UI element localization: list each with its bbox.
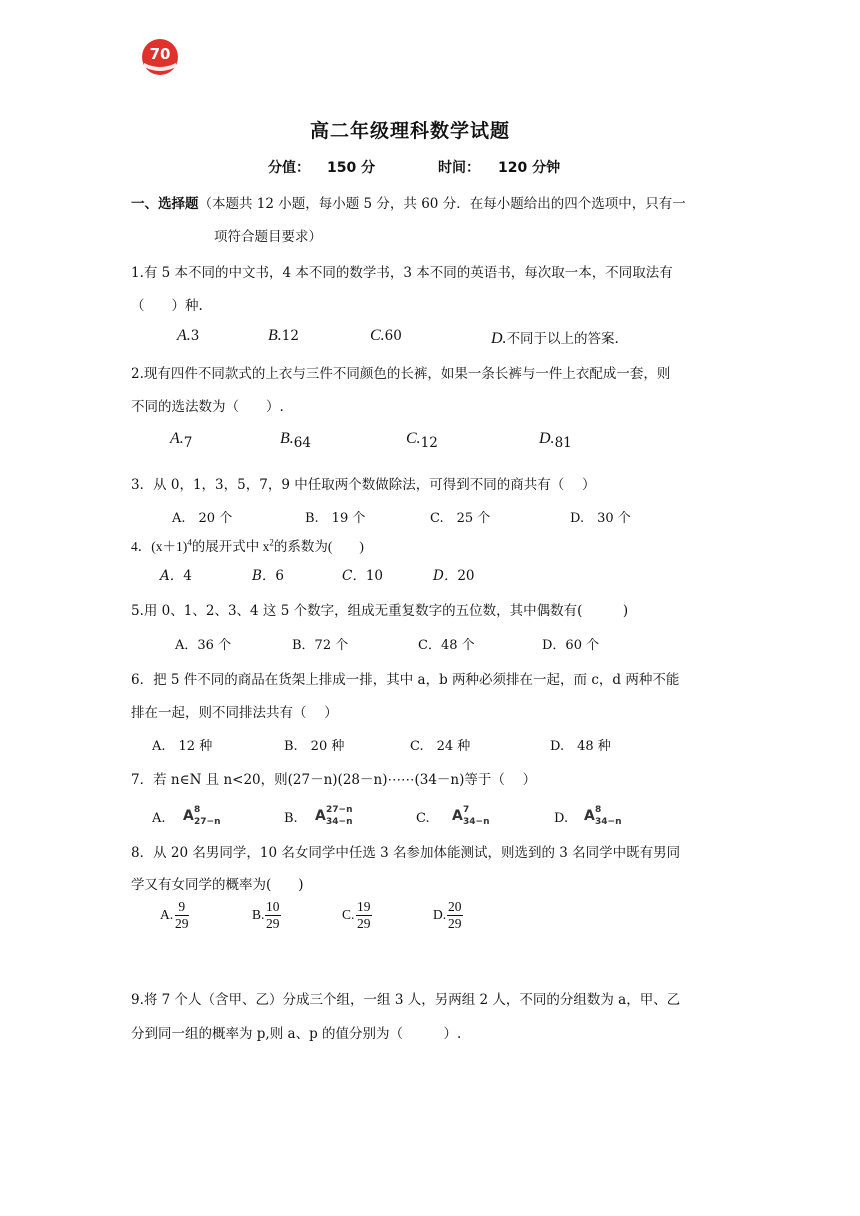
section-heading-line1 bbox=[131, 192, 686, 212]
q5-option-a: A．36 个 bbox=[175, 638, 232, 653]
section-instructions-line2: 项符合题目要求） bbox=[214, 229, 322, 245]
q1-option-c: C.60 bbox=[370, 327, 402, 344]
q2-stem-line1: 2.现有四件不同款式的上衣与三件不同颜色的长裤，如果一条长裤与一件上衣配成一套，则 bbox=[131, 366, 671, 382]
q7-option-a-formula: A 8 27−n bbox=[183, 805, 221, 827]
q2-option-b: B.64 bbox=[280, 430, 311, 451]
q8-stem-line2: 学又有女同学的概率为( ) bbox=[131, 877, 304, 893]
q1-stem-line2: （ ）种. bbox=[131, 298, 203, 314]
q3-stem: 3．从 0，1，3，5，7，9 中任取两个数做除法，可得到不同的商共有（ ） bbox=[131, 477, 596, 493]
page-title: 高二年级理科数学试题 bbox=[309, 120, 510, 142]
q2-stem-line2: 不同的选法数为（ ）. bbox=[131, 399, 284, 415]
q5-option-b: B．72 个 bbox=[292, 638, 349, 653]
q2-option-d: D.81 bbox=[539, 430, 572, 451]
q7-option-b-letter: B. bbox=[284, 811, 298, 826]
q3-option-c: C. 25 个 bbox=[430, 511, 491, 526]
q2-option-a: A.7 bbox=[170, 430, 193, 451]
q9-stem-line2: 分到同一组的概率为 p,则 a、p 的值分别为（ ）. bbox=[131, 1026, 462, 1042]
q4-option-a: A．4 bbox=[160, 568, 192, 584]
q6-option-a: A. 12 种 bbox=[152, 739, 213, 754]
q5-option-c: C．48 个 bbox=[418, 638, 475, 653]
q6-stem-line1: 6．把 5 件不同的商品在货架上排成一排，其中 a，b 两种必须排在一起，而 c，d 两种不能 bbox=[131, 672, 680, 688]
school-logo bbox=[140, 37, 180, 77]
q7-option-c-letter: C. bbox=[416, 811, 430, 826]
q8-stem-line1: 8．从 20 名男同学，10 名女同学中任选 3 名参加体能测试，则选到的 3 名同学中既有男同 bbox=[131, 845, 681, 861]
time-label: 时间： bbox=[438, 160, 480, 176]
q8-option-a-letter: A. bbox=[160, 907, 174, 922]
q3-option-b: B. 19 个 bbox=[305, 511, 366, 526]
q7-option-d-formula: A 8 34−n bbox=[584, 805, 622, 827]
q3-option-a: A. 20 个 bbox=[172, 511, 233, 526]
q4-option-c: C．10 bbox=[342, 568, 384, 584]
q7-stem: 7．若 n∈N 且 n<20，则(27－n)(28－n)⋯⋯(34－n)等于（ ） bbox=[131, 772, 537, 788]
q2-option-c: C.12 bbox=[406, 430, 438, 451]
q7-option-a-letter: A. bbox=[152, 811, 166, 826]
q8-option-c-fraction: $\frac{19}{29}$ bbox=[357, 899, 371, 931]
q4-stem: 4．$(x+1)^4$的展开式中 $x^2$的系数为( ) bbox=[131, 537, 364, 554]
q8-option-b-fraction: $\frac{10}{29}$ bbox=[266, 899, 280, 931]
q7-option-b-formula: A 27−n 34−n bbox=[315, 805, 353, 827]
q1-option-b: B.12 bbox=[268, 327, 299, 344]
q1-stem-line1: 1.有 5 本不同的中文书，4 本不同的数学书，3 本不同的英语书，每次取一本，不同取法有 bbox=[131, 265, 673, 281]
q5-stem: 5.用 0、1、2、3、4 这 5 个数字，组成无重复数字的五位数，其中偶数有( ) bbox=[131, 603, 629, 619]
q6-stem-line2: 排在一起，则不同排法共有（ ） bbox=[131, 705, 338, 721]
section-instructions: （本题共 12 小题，每小题 5 分，共 60 分．在每小题给出的四个选项中，只有一 bbox=[198, 196, 686, 212]
logo-text: 70 bbox=[149, 45, 171, 63]
score-value: 150 分 bbox=[327, 160, 376, 176]
q1-option-a: A.3 bbox=[177, 327, 200, 344]
q8-option-c-letter: C. bbox=[342, 907, 355, 922]
time-value: 120 分钟 bbox=[498, 160, 561, 176]
q6-option-c: C. 24 种 bbox=[410, 739, 471, 754]
q7-option-c-formula: A 7 34−n bbox=[452, 805, 490, 827]
q5-option-d: D．60 个 bbox=[542, 638, 600, 653]
score-label: 分值： bbox=[268, 160, 310, 176]
q6-option-b: B. 20 种 bbox=[284, 739, 345, 754]
q4-option-b: B．6 bbox=[252, 568, 285, 584]
q9-stem-line1: 9.将 7 个人（含甲、乙）分成三个组，一组 3 人，另两组 2 人，不同的分组数为 a，甲、乙 bbox=[131, 992, 681, 1008]
q8-option-d-fraction: $\frac{20}{29}$ bbox=[448, 899, 462, 931]
section-heading: 一、选择题 bbox=[131, 196, 199, 212]
q4-option-d: D．20 bbox=[433, 568, 475, 584]
q7-option-d-letter: D. bbox=[554, 811, 569, 826]
q6-option-d: D. 48 种 bbox=[550, 739, 611, 754]
q8-option-d-letter: D. bbox=[433, 907, 447, 922]
q8-option-b-letter: B. bbox=[252, 907, 265, 922]
q3-option-d: D. 30 个 bbox=[570, 511, 631, 526]
q1-option-d: D.不同于以上的答案. bbox=[491, 330, 619, 347]
q8-option-a-fraction: $\frac{9}{29}$ bbox=[175, 899, 189, 931]
